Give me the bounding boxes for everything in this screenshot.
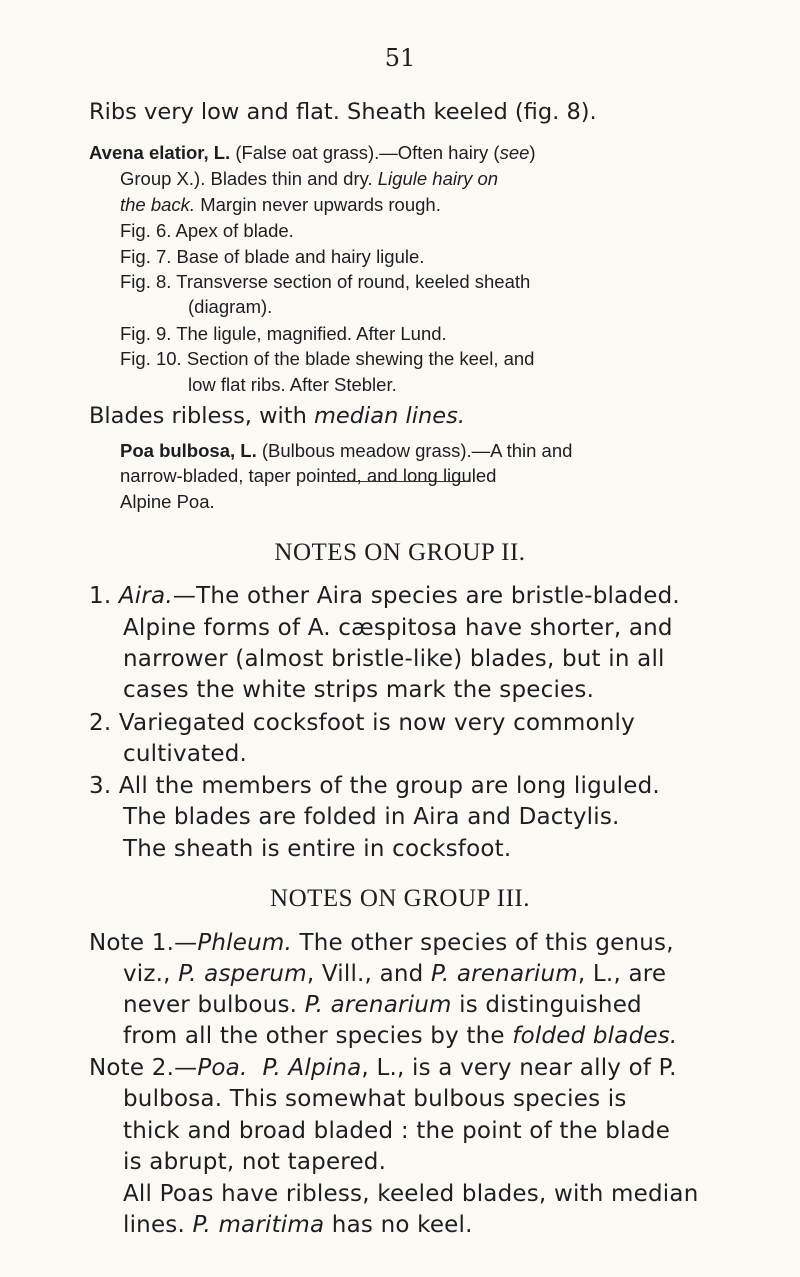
poa-name: Poa bulbosa, L. bbox=[120, 440, 257, 461]
note-g2-1-line3: narrower (almost bristle-like) blades, but in all bbox=[123, 646, 665, 672]
note-g2-1-line1: 1. Aira.—The other Aira species are bristle-bladed. bbox=[89, 583, 680, 609]
page-number: 51 bbox=[384, 44, 416, 72]
note-g2-3-line2: The blades are folded in Aira and Dactylis. bbox=[123, 804, 620, 830]
final-note-line2: lines. P. maritima has no keel. bbox=[123, 1212, 473, 1238]
note-g3-1-line1: Note 1.—Phleum. The other species of this genus, bbox=[89, 930, 674, 956]
avena-entry-line2: Group X.). Blades thin and dry. Ligule hairy on bbox=[120, 168, 499, 189]
fig6-caption: Fig. 6. Apex of blade. bbox=[120, 220, 294, 241]
note-g2-1-line4: cases the white strips mark the species. bbox=[123, 677, 595, 703]
avena-entry-line3: the back. Margin never upwards rough. bbox=[120, 194, 441, 215]
poa-entry-line3: Alpine Poa. bbox=[120, 491, 215, 512]
ribs-line: Ribs very low and flat. Sheath keeled (fig. 8). bbox=[89, 99, 597, 125]
blades-ribless-line: Blades ribless, with median lines. bbox=[89, 403, 465, 429]
note-g3-2-line2: bulbosa. This somewhat bulbous species is bbox=[123, 1086, 627, 1112]
avena-entry-line1: Avena elatior, L. (False oat grass).—Often hairy (see) bbox=[89, 142, 536, 163]
note-g2-2-line1: 2. Variegated cocksfoot is now very commonly bbox=[89, 710, 635, 736]
note-g2-3-line3: The sheath is entire in cocksfoot. bbox=[123, 836, 512, 862]
note-g3-1-line3: never bulbous. P. arenarium is distinguished bbox=[123, 992, 642, 1018]
note-g2-2-line2: cultivated. bbox=[123, 741, 248, 767]
fig8-caption-line1: Fig. 8. Transverse section of round, keeled sheath bbox=[120, 271, 531, 292]
poa-entry-line1: Poa bulbosa, L. (Bulbous meadow grass).—A thin and bbox=[120, 440, 573, 461]
fig7-caption: Fig. 7. Base of blade and hairy ligule. bbox=[120, 246, 425, 267]
avena-name: Avena elatior, L. bbox=[89, 142, 231, 163]
note-g2-3-line1: 3. All the members of the group are long liguled. bbox=[89, 773, 660, 799]
note-g2-1-line2: Alpine forms of A. cæspitosa have shorter, and bbox=[123, 615, 673, 641]
fig8-caption-line2: (diagram). bbox=[188, 296, 273, 317]
note-g3-2-line1: Note 2.—Poa. P. Alpina, L., is a very near ally of P. bbox=[89, 1055, 677, 1081]
fig10-caption-line1: Fig. 10. Section of the blade shewing the keel, and bbox=[120, 348, 535, 369]
note-g3-1-line4: from all the other species by the folded blades. bbox=[123, 1023, 678, 1049]
section-divider bbox=[329, 481, 470, 482]
note-g3-2-line4: is abrupt, not tapered. bbox=[123, 1149, 387, 1175]
fig10-caption-line2: low flat ribs. After Stebler. bbox=[188, 374, 397, 395]
notes-group-3-heading: NOTES ON GROUP III. bbox=[270, 885, 530, 912]
poa-entry-line2: narrow-bladed, taper pointed, and long liguled bbox=[120, 465, 497, 486]
notes-group-2-heading: NOTES ON GROUP II. bbox=[274, 539, 526, 566]
note-g3-2-line3: thick and broad bladed : the point of the blade bbox=[123, 1118, 671, 1144]
note-g3-1-line2: viz., P. asperum, Vill., and P. arenarium, L., are bbox=[123, 961, 667, 987]
fig9-caption: Fig. 9. The ligule, magnified. After Lund. bbox=[120, 323, 447, 344]
final-note-line1: All Poas have ribless, keeled blades, with median bbox=[123, 1181, 699, 1207]
